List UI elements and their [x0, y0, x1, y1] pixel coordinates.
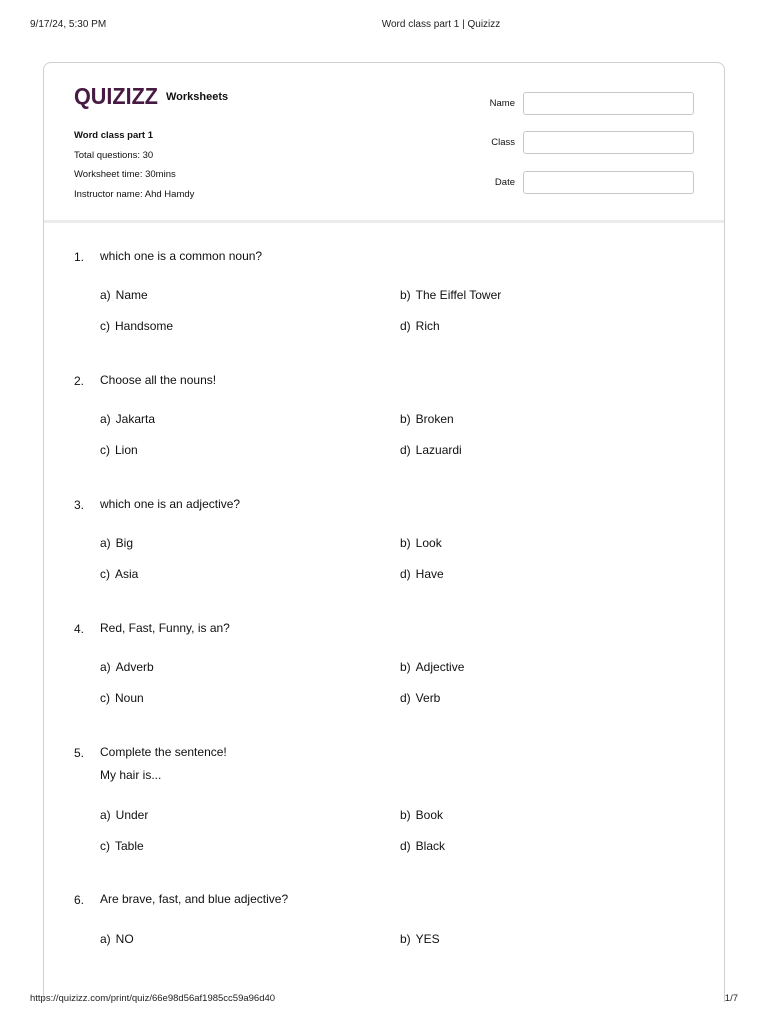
question-text: Are brave, fast, and blue adjective?: [100, 892, 289, 906]
question-number: 3.: [74, 498, 85, 512]
print-header: [0, 19, 768, 33]
option-a: a) Big: [100, 536, 134, 550]
option-b: b) Adjective: [400, 660, 465, 674]
option-c: c) Handsome: [100, 319, 174, 333]
question-number: 4.: [74, 622, 85, 636]
question-number: 6.: [74, 893, 85, 907]
question-text: Complete the sentence!: [100, 745, 227, 759]
option-d: d) Black: [400, 839, 446, 853]
name-field[interactable]: [523, 92, 694, 115]
question-number: 5.: [74, 746, 85, 760]
question-text-line-2: My hair is...: [100, 768, 162, 782]
print-url: https://quizizz.com/print/quiz/66e98d56af1985cc59a96d40: [30, 993, 276, 1004]
option-a: a) Under: [100, 808, 149, 822]
option-c: c) Table: [100, 839, 144, 853]
option-a: a) NO: [100, 932, 134, 946]
quizizz-wordmark: [74, 85, 160, 109]
quiz-title: Word class part 1: [74, 130, 154, 141]
option-b: b) Look: [400, 536, 442, 550]
option-a: a) Adverb: [100, 660, 154, 674]
question-text: which one is an adjective?: [100, 497, 241, 511]
worksheet-time: Worksheet time: 30mins: [74, 169, 176, 180]
option-b: b) The Eiffel Tower: [400, 288, 502, 302]
svg-text:QUIZIZZ: QUIZIZZ: [74, 85, 158, 109]
date-label: Date: [494, 177, 515, 188]
quizizz-logo: [74, 85, 228, 109]
option-a: a) Jakarta: [100, 412, 156, 426]
option-d: d) Rich: [400, 319, 440, 333]
print-datetime: 9/17/24, 5:30 PM: [30, 19, 107, 30]
class-label: Class: [491, 137, 515, 148]
name-label: Name: [489, 98, 515, 109]
question-text: which one is a common noun?: [100, 249, 263, 263]
print-page-title: Word class part 1 | Quizizz: [381, 19, 501, 30]
option-b: b) Broken: [400, 412, 454, 426]
instructor-name: Instructor name: Ahd Hamdy: [74, 188, 195, 200]
question-number: 1.: [74, 250, 85, 264]
option-d: d) Verb: [400, 691, 441, 705]
product-name: Worksheets: [166, 91, 229, 103]
option-d: d) Lazuardi: [400, 443, 462, 457]
option-d: d) Have: [400, 567, 444, 581]
worksheet-header: [44, 63, 724, 223]
class-field[interactable]: [523, 131, 694, 154]
option-b: b) Book: [400, 808, 444, 822]
question-text: Red, Fast, Funny, is an?: [100, 621, 230, 635]
date-field[interactable]: [523, 171, 694, 194]
option-a: a) Name: [100, 288, 148, 302]
total-questions: Total questions: 30: [74, 149, 154, 161]
option-c: c) Asia: [100, 567, 139, 581]
question-number: 2.: [74, 374, 85, 388]
option-c: c) Lion: [100, 443, 138, 457]
option-b: b) YES: [400, 932, 440, 946]
print-footer: [0, 993, 768, 1007]
question-text: Choose all the nouns!: [100, 373, 217, 387]
page-counter: 1/7: [724, 993, 738, 1004]
worksheet-card: [43, 62, 725, 1002]
option-c: c) Noun: [100, 691, 144, 705]
quiz-info: [74, 126, 194, 204]
